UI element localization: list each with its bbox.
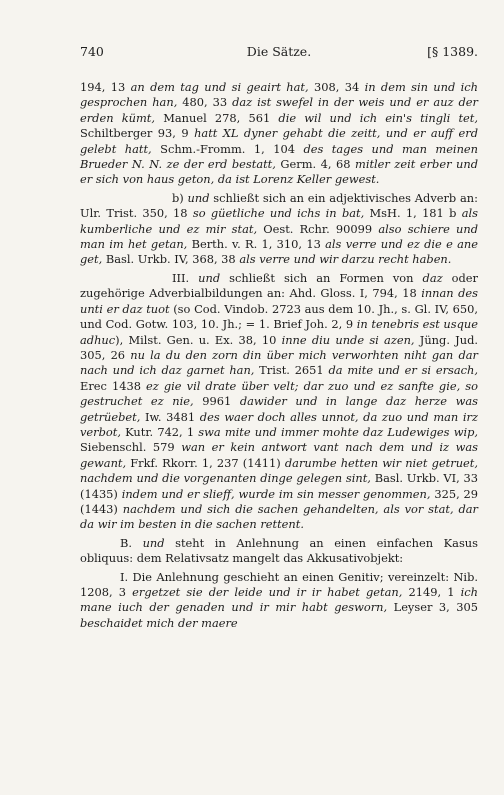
italic-quotation: so güetliche und ichs in bat, — [192, 206, 365, 221]
italic-quotation: und — [198, 270, 221, 285]
text-run: Oest. Rchr. 90099 — [257, 221, 379, 236]
text-run: b) — [172, 190, 188, 205]
text-run: Frkf. Rkorr. 1, 237 (1411) — [126, 455, 285, 470]
paragraph-b-casus-obliquus — [80, 536, 478, 567]
text-run: Siebenschl. 579 — [80, 440, 182, 455]
italic-quotation: als verre und wir darzu recht haben. — [239, 252, 452, 267]
italic-quotation: swa mite und immer mohte daz Ludewiges wip, — [198, 424, 479, 439]
italic-quotation: die wil und ich ein's tingli tet, — [278, 110, 478, 125]
text-run: schließt sich an ein adjektivisches Adverb an: Ulr. Trist. 350, 18 — [80, 190, 478, 221]
text-run: Trist. 2651 — [254, 363, 329, 378]
running-title: Die Sätze. — [246, 44, 312, 59]
text-run: Basl. Urkb. IV, 368, 38 — [102, 252, 240, 267]
text-run: (so Cod. Vindob. 2723 aus dem 10. Jh., s. Gl. IV, 650, und Cod. Gotw. 103, 10. Jh.; = 1. Brief Joh. 2, 9 — [80, 301, 479, 332]
text-run: Kutr. 742, 1 — [120, 424, 199, 439]
italic-quotation: mitler zeit erber und er sich von haus geton, da ist Lorenz Keller gewest. — [80, 157, 478, 187]
text-run: 325, 29 (1443) — [80, 486, 478, 516]
italic-quotation: daz — [422, 270, 443, 285]
italic-quotation: darumbe hetten wir niet getruet, nachdem und die vorgenanten dinge gelegen sint, — [80, 455, 478, 486]
paragraph-iii-daz-forms — [80, 271, 478, 533]
text-run: MsH. 1, 181 b — [364, 206, 462, 221]
text-run: Germ. 4, 68 — [275, 157, 356, 172]
text-run: Schm.-Fromm. 1, 104 — [151, 141, 304, 156]
italic-quotation: in dem sin und ich gesprochen han, — [80, 80, 478, 110]
italic-quotation: indem und er slieff, wurde im sin messer genommen, — [121, 486, 431, 501]
text-run: B. — [120, 535, 143, 550]
italic-quotation: als kumberliche und ez mir stat, — [80, 206, 478, 236]
text-run: 308, 34 — [308, 80, 365, 94]
text-run: Basl. Urkb. VI, 33 (1435) — [80, 471, 478, 501]
running-header — [80, 44, 478, 60]
body-text — [80, 80, 478, 631]
italic-quotation: an dem tag und si geairt hat, — [130, 80, 309, 94]
text-run: 2149, 1 — [402, 585, 461, 599]
text-run: 194, 13 — [80, 80, 131, 94]
text-run: 9961 — [193, 394, 240, 409]
text-run: Berth. v. R. 1, 310, 13 — [187, 237, 326, 252]
italic-quotation: und — [142, 535, 165, 550]
italic-quotation: des waer doch alles unnot, da zuo und man irz verbot, — [80, 409, 478, 439]
text-run: Jüng. Jud. 305, 26 — [80, 332, 478, 362]
text-run: Erec 1438 — [80, 378, 147, 393]
text-run: steht in Anlehnung an einen einfachen Kasus obliquus: dem Relativsatz mangelt das Akkusativobjekt: — [80, 535, 478, 566]
italic-quotation: da mite und er si ersach, — [328, 363, 478, 378]
text-run: Manuel 278, 561 — [155, 110, 279, 125]
section-reference: [§ 1389. — [427, 44, 478, 59]
italic-quotation: also schiere und man im het getan, — [80, 221, 478, 252]
text-run: Leyser 3, 305 — [387, 600, 478, 615]
text-run: Schiltberger 93, 9 — [80, 126, 195, 141]
text-run: oder zugehörige Adverbialbildungen an: Ahd. Gloss. I, 794, 18 — [80, 270, 478, 301]
italic-quotation: nachdem und sich die sachen gehandelten, als vor stat, dar da wir im besten in die sachen rettent. — [80, 501, 478, 532]
italic-quotation: hatt XL dyner gehabt die zeitt, und er auff erd gelebt hatt, — [80, 126, 479, 156]
italic-quotation: in tenebris est usque adhuc — [80, 317, 478, 347]
text-run: ), Milst. Gen. u. Ex. 38, 10 — [115, 332, 282, 347]
italic-quotation: als verre und ez die e ane get, — [80, 237, 479, 267]
text-run: schließt sich an Formen von — [220, 270, 423, 285]
italic-quotation: nu la du den zorn din über mich verworhten niht gan dar nach und ich daz garnet han, — [80, 347, 478, 378]
text-run: III. — [172, 270, 199, 285]
page-number: 740 — [80, 44, 104, 59]
italic-quotation: daz ist swefel in der weis und er auz der erden kümt, — [80, 95, 478, 125]
italic-quotation: und — [187, 190, 210, 205]
italic-quotation: dawider und in lange daz herze was getrüebet, — [80, 394, 478, 424]
paragraph-a-citations — [80, 80, 478, 188]
italic-quotation: ez gie vil drate über velt; dar zuo und ez sanfte gie, so gestruchet ez nie, — [80, 378, 478, 409]
italic-quotation: des tages und man meinen Brueder N. N. ze der erd bestatt, — [80, 141, 478, 172]
paragraph-b-adjective-adverb — [80, 191, 478, 268]
italic-quotation: inne diu unde si azen, — [281, 332, 415, 347]
italic-quotation: beschaidet mich der maere — [80, 615, 238, 630]
italic-quotation: innan des unti er daz tuot — [80, 286, 478, 316]
paragraph-i-genitive — [80, 570, 478, 632]
text-run: 480, 33 — [177, 95, 233, 110]
italic-quotation: ergetzet sie der leide und ir ir habet getan, — [132, 585, 403, 599]
italic-quotation: ich mane iuch der genaden und ir mir habt gesworn, — [80, 585, 478, 615]
text-run: I. Die Anlehnung geschieht an einen Genitiv; vereinzelt: Nib. 1208, 3 — [80, 569, 478, 599]
text-run: Iw. 3481 — [140, 409, 200, 424]
italic-quotation: wan er kein antwort vant nach dem und iz was gewant, — [80, 440, 478, 470]
